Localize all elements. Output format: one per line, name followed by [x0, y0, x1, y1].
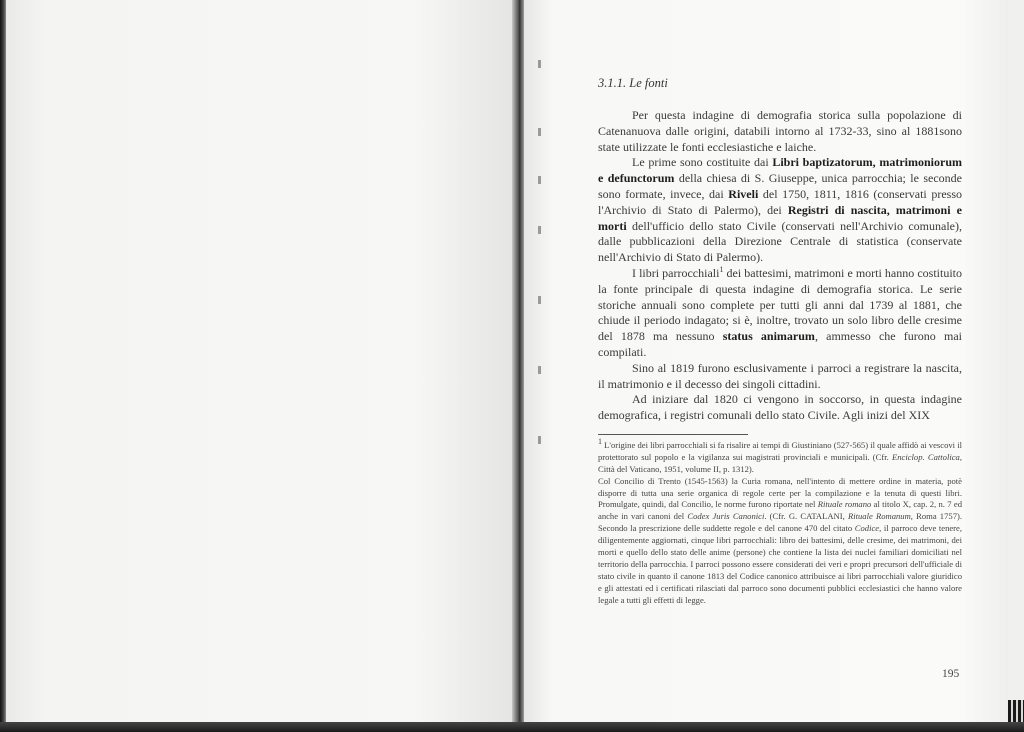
page-number: 195 — [942, 668, 960, 680]
footnote-ref: 1 — [719, 264, 724, 274]
bold-term-status: status animarum — [722, 329, 815, 344]
section-heading: 3.1.1. Le fonti — [598, 76, 668, 90]
right-page-edge — [1008, 0, 1024, 732]
margin-mark — [538, 296, 541, 304]
bold-term-libri: Libri baptizatorum, matrimoniorum e defunctorum — [598, 155, 962, 186]
footnote-1-continued: Col Concilio di Trento (1545-1563) la Curia romana, nell'intento di mettere ordine in materia, potè disporre di tutta una serie organica di regole certe per la compilazione e la tenuta di questi libri. Promulgate, quindi, dal Concilio, le norme furono riportate nel Rituale romano al titolo X, cap. 2, n. 7 ed anche in vari canoni del Codex Juris Canonici. (Cfr. G. CATALANI, Rituale Romanum, Roma 1757). Secondo la prescrizione delle suddette regole e del canone 470 del citato Codice, il parroco deve tenere, diligentemente aggiornati, cinque libri parrocchiali: libro dei battesimi, delle cresime, dei matrimoni, dei morti e quello dello stato delle anime (persone) che contiene la lista dei nuclei familiari domiciliati nel territorio della parrocchia. I parroci possono essere considerati dei veri e propri precursori dell'ufficiale di stato civile in quanto il canone 1813 del Codice canonico attribuisce ai libri parrocchiali valore giuridico e gli attestati ed i certificati rilasciati dal parroco sono documenti pubblici ecclesiastici che hanno valore legale a tutti gli effetti di legge. — [598, 475, 963, 605]
margin-mark — [538, 60, 541, 68]
paragraph-3: I libri parrocchiali$^1$ dei battesimi, matrimoni e morti hanno costituito la fonte principale di questa indagine di demografia storica. Le serie storiche annuali sono complete per tutti gli anni dal 1739 al 1881, che chiude il periodo indagato; si è, inoltre, trovato un solo libro delle cresime del 1878 ma nessuno status animarum, ammesso che furono mai compilati. — [598, 264, 963, 359]
bold-term-registri: Registri di nascita, matrimoni e morti — [598, 202, 962, 233]
bold-term-riveli: Riveli — [728, 186, 759, 201]
paragraph-4: Sino al 1819 furono esclusivamente i parroci a registrare la nascita, il matrimonio e il decesso dei singoli cittadini. — [598, 360, 962, 391]
margin-mark — [538, 128, 541, 136]
paragraph-1: Per questa indagine di demografia storica sulla popolazione di Catenanuova dalle origini, databili intorno al 1732-33, sino al 1881sono state utilizzate le fonti ecclesiastiche e laiche. — [598, 108, 962, 154]
margin-mark — [538, 176, 541, 184]
footnote-mark: 1 — [598, 437, 602, 447]
page-content — [598, 76, 962, 607]
margin-mark — [538, 226, 541, 234]
footnote-1: 1 L'origine dei libri parrocchiali si fa risalire ai tempi di Giustiniano (527-565) il quale affidò ai vescovi il protettorato sul popolo e la vigilanza sui magistrati provinciali e municipali. (Cfr. Enciclop. Cattolica, Città del Vaticano, 1951, volume II, p. 1312). — [598, 437, 962, 474]
left-page-edge — [0, 0, 6, 732]
paragraph-5: Ad iniziare dal 1820 ci vengono in soccorso, in questa indagine demografica, i registri comunali dello stato Civile. Agli inizi del XIX — [598, 392, 962, 423]
paragraph-2: Le prime sono costituite dai Libri baptizatorum, matrimoniorum e defunctorum della chiesa di S. Giuseppe, unica parrocchia; le seconde sono formate, invece, dai Riveli del 1750, 1811, 1816 (conservati presso l'Archivio di Stato di Palermo), dei Registri di nascita, matrimoni e morti dell'ufficio dello stato Civile (conservati nell'Archivio comunale), dalle pubblicazioni della Direzione Centrale di statistica (conservate nell'Archivio di Stato di Palermo). — [598, 155, 962, 265]
left-blank-page — [4, 0, 516, 726]
margin-mark — [538, 436, 541, 444]
footnote-divider — [598, 434, 748, 435]
margin-mark — [538, 366, 541, 374]
bottom-scan-border — [0, 722, 1024, 732]
